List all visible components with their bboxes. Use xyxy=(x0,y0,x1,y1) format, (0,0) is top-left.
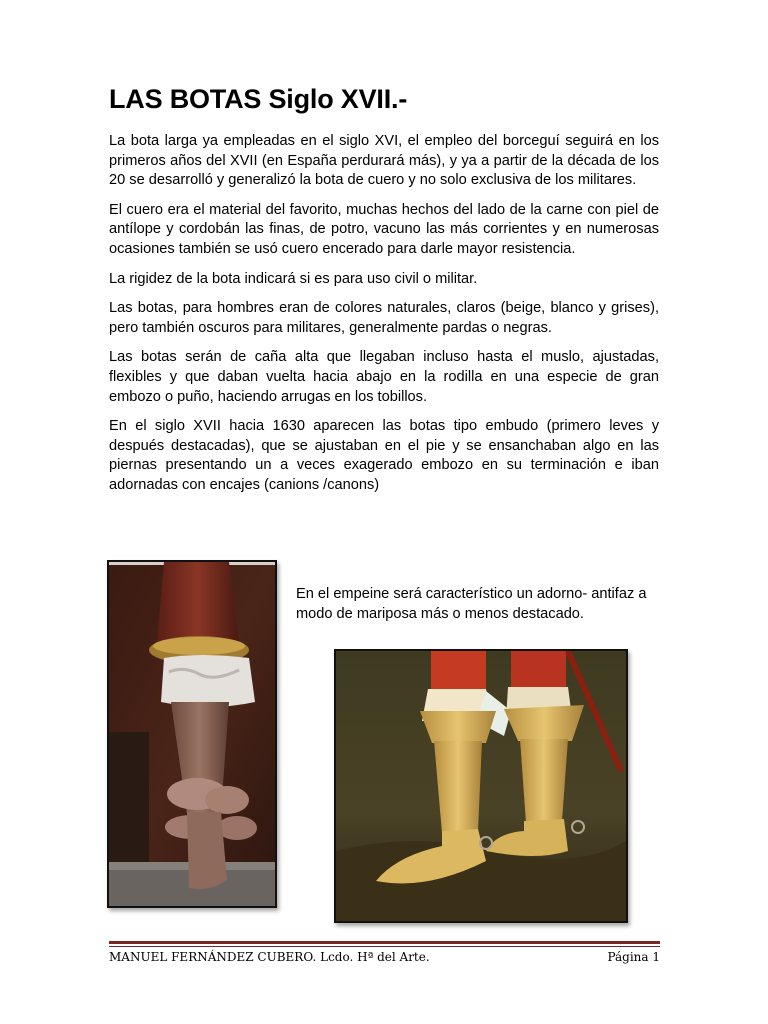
image-caption: En el empeine será característico un adorno- antifaz a modo de mariposa más o menos destacado. xyxy=(296,586,647,622)
paragraph-3: La rigidez de la bota indicará si es para uso civil o militar. xyxy=(109,270,478,287)
boot-painting-right xyxy=(334,649,628,923)
boot-painting-left xyxy=(107,560,277,908)
paragraph-1: La bota larga ya empleadas en el siglo XVI, el empleo del borceguí seguirá en los primeros años del XVII (en España perdurará más), y ya a partir de la década de los 20 se desarrolló y generalizó la bota de cuero y no solo exclusiva de los militares. xyxy=(109,133,659,189)
page-title: LAS BOTAS Siglo XVII.- xyxy=(109,84,408,114)
footer-author: MANUEL FERNÁNDEZ CUBERO. Lcdo. Hª del Arte. xyxy=(109,950,430,964)
body-text xyxy=(109,132,659,506)
page-footer xyxy=(109,950,660,964)
paragraph-5: Las botas serán de caña alta que llegaban incluso hasta el muslo, ajustadas, flexibles y que daban vuelta hacia abajo en la rodilla en una especie de gran embozo o puño, haciendo arrugas en los tobillos. xyxy=(109,349,659,405)
footer-divider xyxy=(109,941,660,944)
footer-divider-thin xyxy=(109,946,660,947)
footer-page-number: Página 1 xyxy=(607,950,660,964)
paragraph-6: En el siglo XVII hacia 1630 aparecen las botas tipo embudo (primero leves y después destacadas), que se ajustaban en el pie y se ensanchaban algo en las piernas presentando un a veces exagerado embozo en su terminación e iban adornadas con encajes (canions /canons) xyxy=(109,418,659,493)
paragraph-4: Las botas, para hombres eran de colores naturales, claros (beige, blanco y grises), pero también oscuros para militares, generalmente pardas o negras. xyxy=(109,300,659,336)
paragraph-2: El cuero era el material del favorito, muchas hechos del lado de la carne con piel de antílope y cordobán las finas, de potro, vacuno las más corrientes y en numerosas ocasiones también se usó cuero encerado para darle mayor resistencia. xyxy=(109,201,659,257)
